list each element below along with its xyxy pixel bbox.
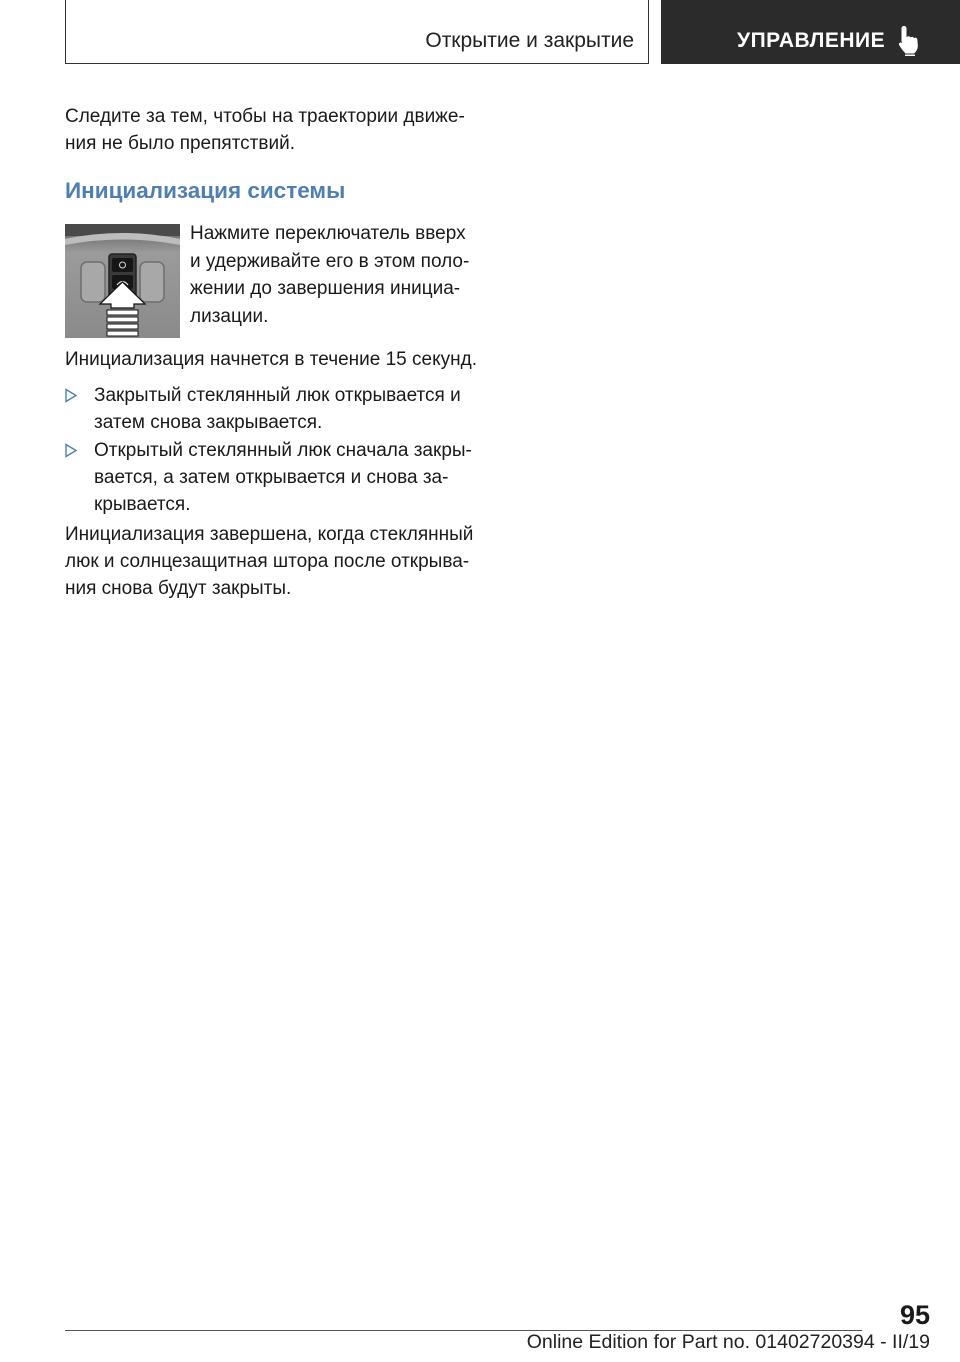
- list-item-text: [94, 382, 486, 436]
- triangle-bullet-icon: [65, 437, 77, 464]
- intro-paragraph: [65, 103, 485, 157]
- list-item-line: затем снова закрывается.: [94, 412, 323, 433]
- instruction-line: лизации.: [190, 305, 269, 327]
- footer-edition: Online Edition for Part no. 01402720394 - II/19: [526, 1331, 930, 1353]
- intro-line: Следите за тем, чтобы на траектории движе-: [65, 106, 465, 127]
- init-start-line: Инициализация начнется в течение 15 секунд.: [65, 349, 477, 370]
- roof-switch-press-up-illustration: [65, 224, 180, 338]
- list-item-text: [94, 437, 486, 518]
- closing-line: Инициализация завершена, когда стеклянный: [65, 524, 474, 545]
- section-heading: Инициализация системы: [65, 178, 346, 203]
- instruction-line: жении до завершения инициа-: [190, 278, 461, 299]
- section-title: Открытие и закрытие: [425, 29, 634, 52]
- touch-hand-icon: [895, 24, 923, 56]
- instruction-line: и удерживайте его в этом поло-: [190, 250, 470, 272]
- press-instruction: [190, 220, 485, 330]
- list-item-line: Открытый стеклянный люк сначала закры-: [94, 440, 472, 461]
- header-chapter-box: [661, 0, 960, 64]
- closing-paragraph: [65, 521, 485, 602]
- page-number: 95: [899, 1300, 930, 1330]
- intro-line: ния не было препятствий.: [65, 133, 295, 154]
- list-item-line: вается, а затем открывается и снова за-: [94, 467, 449, 488]
- chapter-title: УПРАВЛЕНИЕ: [737, 29, 886, 52]
- init-start-paragraph: [65, 346, 485, 373]
- instruction-line: Нажмите переключатель вверх: [190, 223, 466, 244]
- closing-line: ния снова будут закрыты.: [65, 578, 292, 599]
- header-section-box: [65, 0, 649, 64]
- closing-line: люк и солнцезащитная штора после открыва-: [65, 551, 470, 572]
- roof-switch-illustration: [65, 224, 180, 338]
- triangle-bullet-icon: [65, 382, 77, 409]
- list-item-line: Закрытый стеклянный люк открывается и: [94, 385, 461, 406]
- list-item-line: крывается.: [94, 494, 191, 515]
